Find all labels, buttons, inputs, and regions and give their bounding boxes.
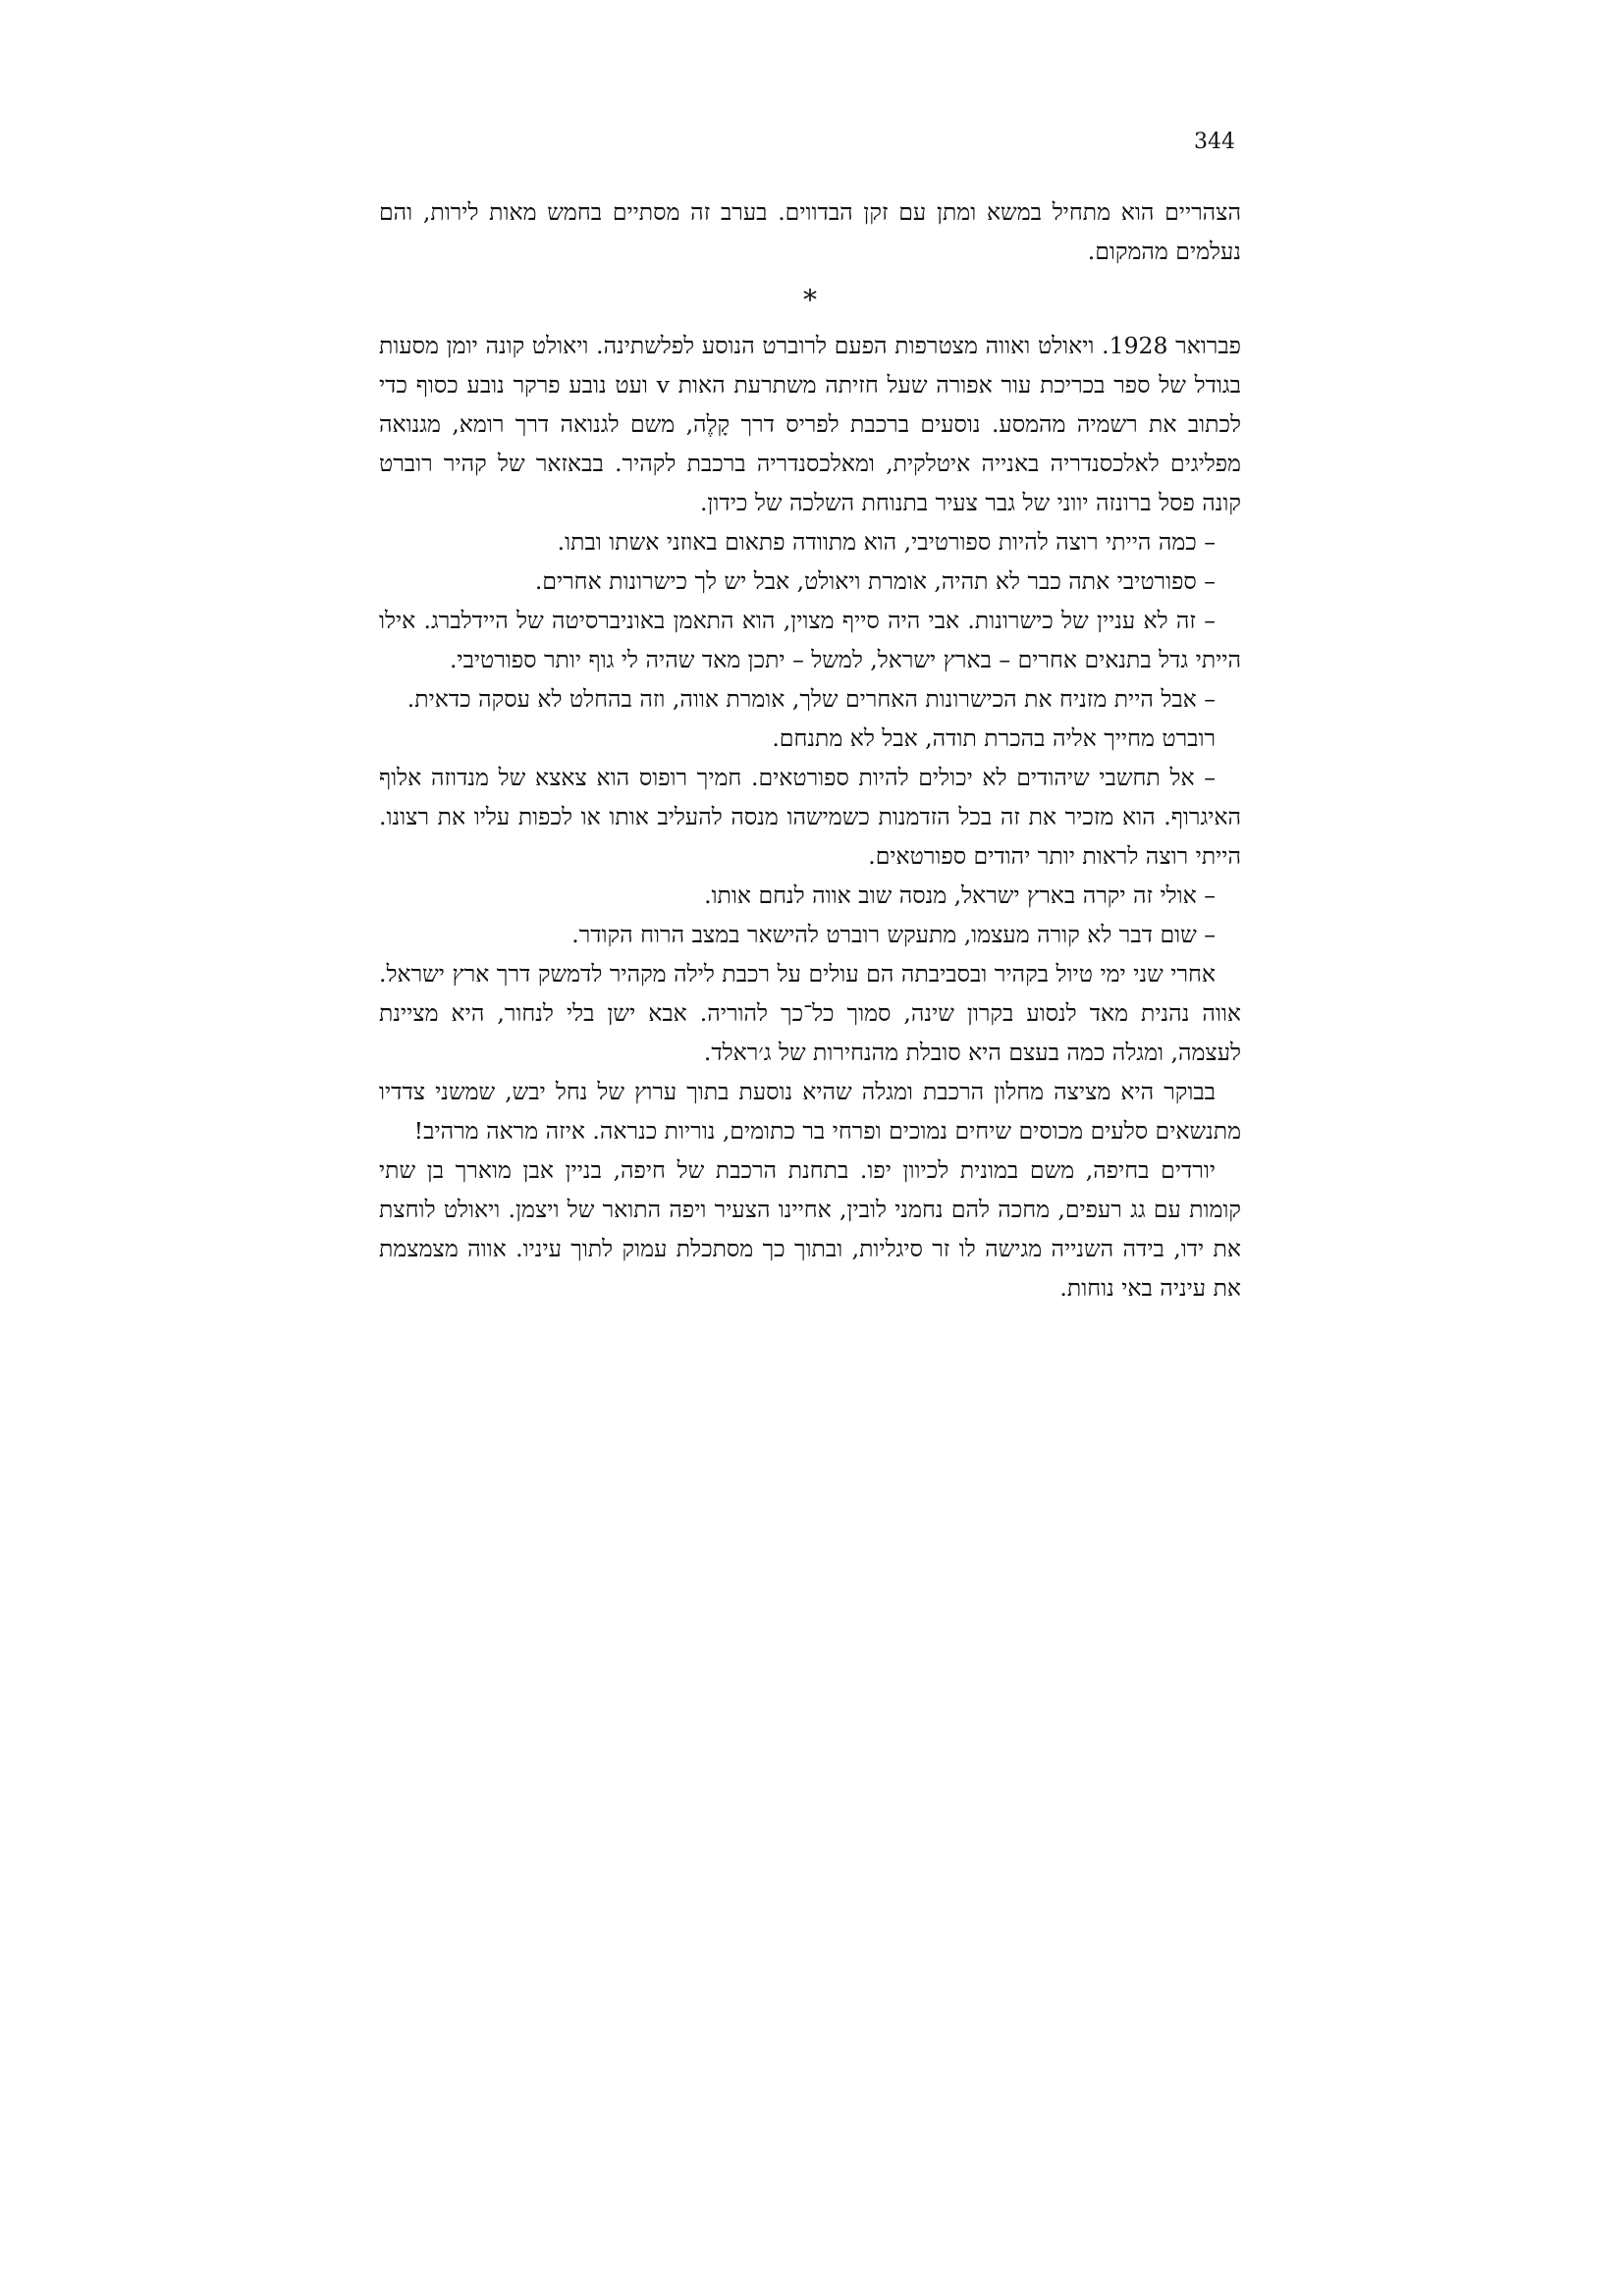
- body-text: [379, 192, 1241, 1308]
- paragraph: בבוקר היא מציצה מחלון הרכבת ומגלה שהיא נוסעת בתוך ערוץ של נחל יבש, שמשני צדדיו מתנשאים סלעים מכוסים שיחים נמוכים ופרחי בר כתומים, נוריות כנראה. איזה מראה מרהיב!: [379, 1078, 1241, 1145]
- section-separator: *: [803, 284, 817, 316]
- paragraph: – כמה הייתי רוצה להיות ספורטיבי, הוא מתוודה פתאום באוזני אשתו ובתו.: [557, 528, 1216, 556]
- paragraph: רוברט מחייך אליה בהכרת תודה, אבל לא מתנחם.: [772, 724, 1216, 752]
- paragraph: – אולי זה יקרה בארץ ישראל, מנסה שוב אווה לנחם אותו.: [704, 881, 1216, 909]
- paragraph: פברואר 1928. ויאולט ואווה מצטרפות הפעם לרוברט הנוסע לפלשתינה. ויאולט קונה יומן מסעות בגודל של ספר בכריכת עור אפורה שעל חזיתה משתרעת האות v ועט נובע פרקר נובע כסוף כדי לכתוב את רשמיה מהמסע. נוסעים ברכבת לפריס דרך קָלֶה, משם לגנואה דרך רומא, מגנואה מפליגים לאלכסנדריה באנייה איטלקית, ומאלכסנדריה ברכבת לקהיר. בבאזאר של קהיר רוברט קונה פסל ברונזה יווני של גבר צעיר בתנוחת השלכה של כידון.: [379, 332, 1241, 516]
- paragraph: אחרי שני ימי טיול בקהיר ובסביבתה הם עולים על רכבת לילה מקהיר לדמשק דרך ארץ ישראל. אווה נהנית מאד לנסוע בקרון שינה, סמוך כל־כך להוריה. אבא ישן בלי לנחור, היא מציינת לעצמה, ומגלה כמה בעצם היא סובלת מהנחירות של ג׳ראלד.: [379, 960, 1241, 1066]
- paragraph: – שום דבר לא קורה מעצמו, מתעקש רוברט להישאר במצב הרוח הקודר.: [571, 921, 1216, 948]
- page-number: 344: [1194, 130, 1235, 154]
- paragraph: – אל תחשבי שיהודים לא יכולים להיות ספורטאים. חמיך רופוס הוא צאצא של מנדוזה אלוף האיגרוף. הוא מזכיר את זה בכל הזדמנות כשמישהו מנסה להעליב אותו או לכפות עליו את רצונו. הייתי רוצה לראות יותר יהודים ספורטאים.: [379, 764, 1241, 870]
- paragraph: – זה לא עניין של כישרונות. אבי היה סייף מצוין, הוא התאמן באוניברסיטה של היידלברג. אילו הייתי גדל בתנאים אחרים – בארץ ישראל, למשל – יתכן מאד שהיה לי גוף יותר ספורטיבי.: [379, 607, 1241, 673]
- paragraph: יורדים בחיפה, משם במונית לכיוון יפו. בתחנת הרכבת של חיפה, בניין אבן מוארך בן שתי קומות עם גג רעפים, מחכה להם נחמני לובין, אחיינו הצעיר ויפה התואר של ויצמן. ויאולט לוחצת את ידו, בידה השנייה מגישה לו זר סיגליות, ובתוך כך מסתכלת עמוק לתוך עיניו. אווה מצמצמת את עיניה באי נוחות.: [379, 1156, 1241, 1302]
- opening-paragraph: הצהריים הוא מתחיל במשא ומתן עם זקן הבדווים. בערב זה מסתיים בחמש מאות לירות, והם נעלמים מהמקום.: [379, 198, 1241, 265]
- paragraph: – ספורטיבי אתה כבר לא תהיה, אומרת ויאולט, אבל יש לך כישרונות אחרים.: [534, 567, 1216, 595]
- paragraph: – אבל היית מזניח את הכישרונות האחרים שלך, אומרת אווה, וזה בהחלט לא עסקה כדאית.: [406, 685, 1216, 713]
